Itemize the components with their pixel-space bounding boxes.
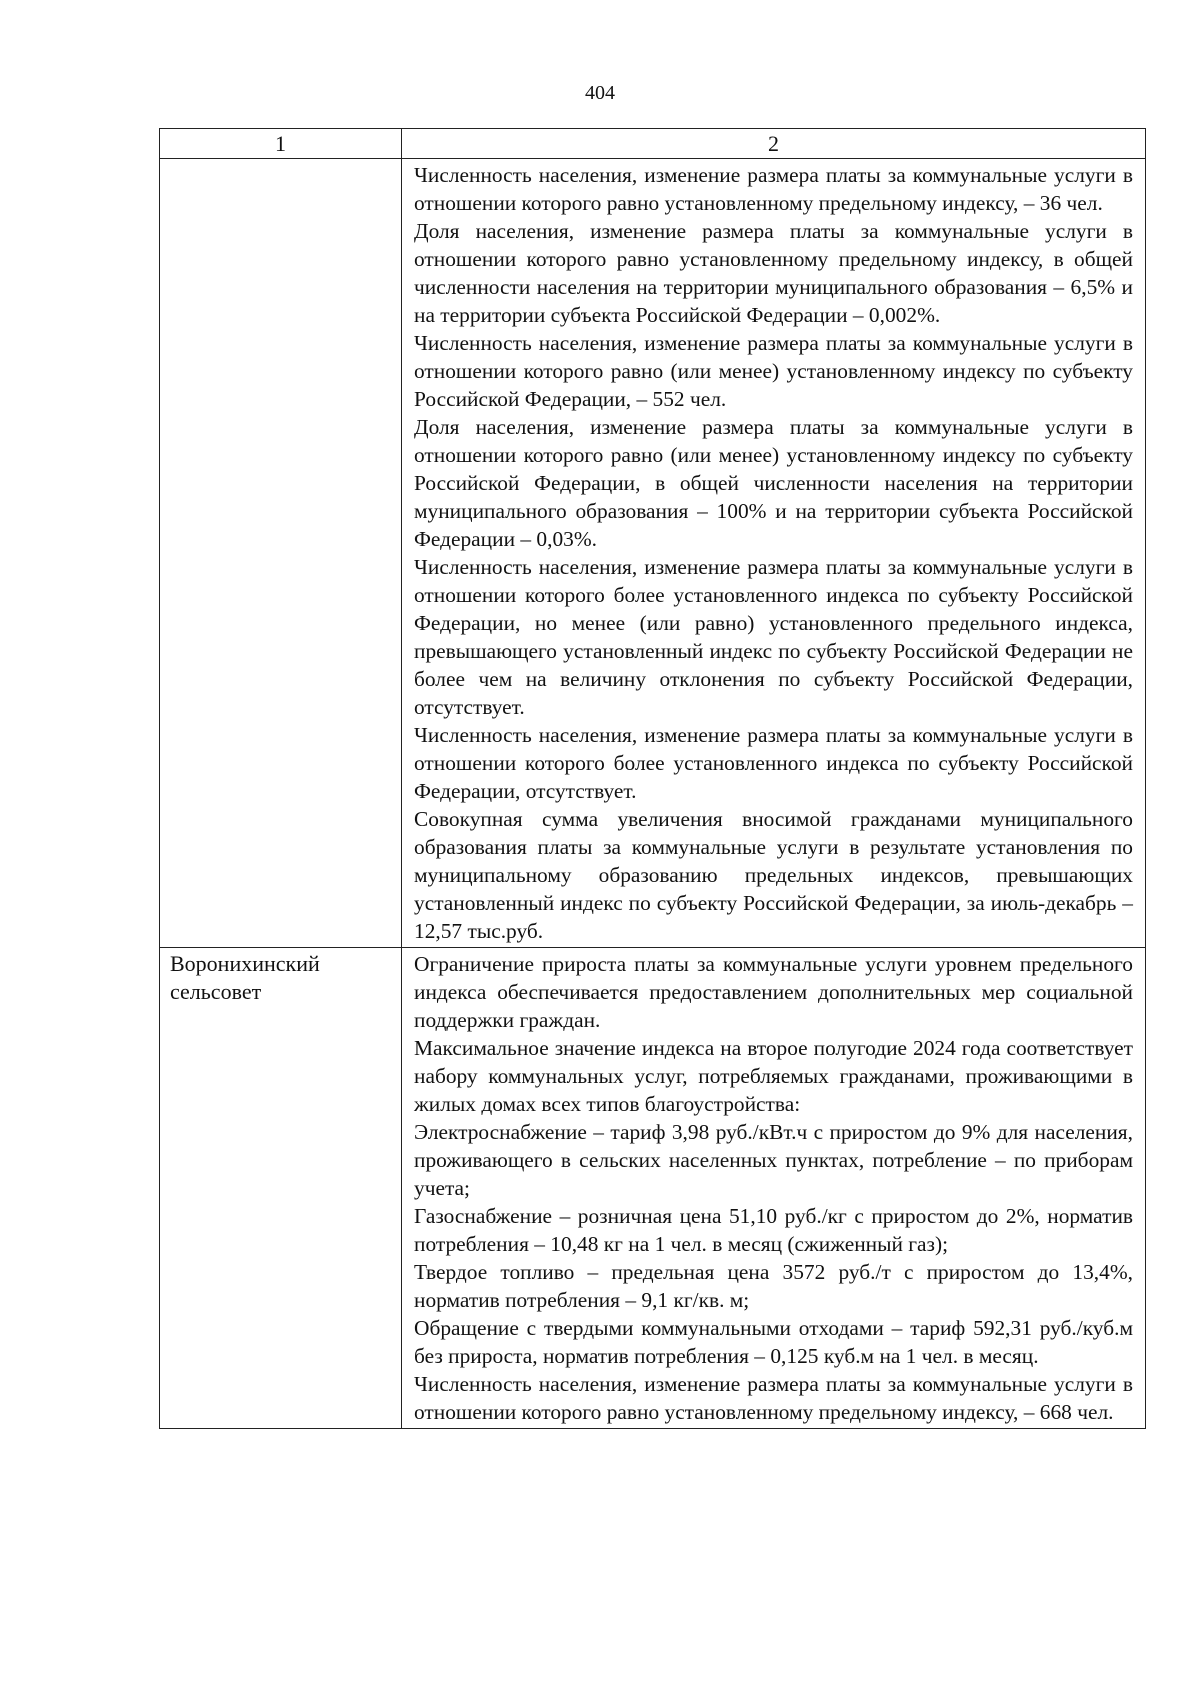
column-header-1: 1 (160, 129, 402, 159)
paragraph: Численность населения, изменение размера платы за коммунальные услуги в отношении которого равно установленному предельному индексу, – 668 чел. (414, 1372, 1133, 1424)
description-cell (402, 159, 1146, 948)
paragraph: Численность населения, изменение размера платы за коммунальные услуги в отношении которого более установленного индекса по субъекту Российской Федерации, отсутствует. (414, 723, 1133, 803)
paragraph: Численность населения, изменение размера платы за коммунальные услуги в отношении которого равно (или менее) установленному индексу по субъекту Российской Федерации, – 552 чел. (414, 331, 1133, 411)
page-number: 404 (585, 82, 615, 104)
paragraph: Численность населения, изменение размера платы за коммунальные услуги в отношении которого более установленного индекса по субъекту Российской Федерации, но менее (или равно) установленного предельного индекса, превышающего установленный индекс по субъекту Российской Федерации не более чем на величину отклонения по субъекту Российской Федерации, отсутствует. (414, 555, 1133, 719)
table-row (160, 948, 1146, 1429)
document-table (159, 128, 1146, 1429)
paragraph: Газоснабжение – розничная цена 51,10 руб./кг с приростом до 2%, норматив потребления – 10,48 кг на 1 чел. в месяц (сжиженный газ); (414, 1204, 1133, 1256)
paragraph: Обращение с твердыми коммунальными отходами – тариф 592,31 руб./куб.м без прироста, норматив потребления – 0,125 куб.м на 1 чел. в месяц. (414, 1316, 1133, 1368)
paragraph: Ограничение прироста платы за коммунальные услуги уровнем предельного индекса обеспечивается предоставлением дополнительных мер социальной поддержки граждан. (414, 952, 1133, 1032)
description-cell (402, 948, 1146, 1429)
paragraph: Численность населения, изменение размера платы за коммунальные услуги в отношении которого равно установленному предельному индексу, – 36 чел. (414, 163, 1133, 215)
paragraph: Максимальное значение индекса на второе полугодие 2024 года соответствует набору коммунальных услуг, потребляемых гражданами, проживающими в жилых домах всех типов благоустройства: (414, 1036, 1133, 1116)
table-header-row (160, 129, 1146, 159)
municipality-cell (160, 948, 402, 1429)
paragraph: Твердое топливо – предельная цена 3572 руб./т с приростом до 13,4%, норматив потребления – 9,1 кг/кв. м; (414, 1260, 1133, 1312)
column-header-2: 2 (402, 129, 1146, 159)
paragraph: Совокупная сумма увеличения вносимой гражданами муниципального образования платы за коммунальные услуги в результате установления по муниципальному образованию предельных индексов, превышающих установленный индекс по субъекту Российской Федерации, за июль-декабрь – 12,57 тыс.руб. (414, 807, 1133, 943)
municipality-name-line: Воронихинский (170, 951, 320, 976)
paragraph: Доля населения, изменение размера платы за коммунальные услуги в отношении которого равно установленному предельному индексу, в общей численности населения на территории муниципального образования – 6,5% и на территории субъекта Российской Федерации – 0,002%. (414, 219, 1133, 327)
municipality-name-line: сельсовет (170, 979, 262, 1004)
municipality-cell (160, 159, 402, 948)
paragraph: Электроснабжение – тариф 3,98 руб./кВт.ч с приростом до 9% для населения, проживающего в сельских населенных пунктах, потребление – по приборам учета; (414, 1120, 1133, 1200)
paragraph: Доля населения, изменение размера платы за коммунальные услуги в отношении которого равно (или менее) установленному индексу по субъекту Российской Федерации, в общей численности населения на территории муниципального образования – 100% и на территории субъекта Российской Федерации – 0,03%. (414, 415, 1133, 551)
table-row (160, 159, 1146, 948)
